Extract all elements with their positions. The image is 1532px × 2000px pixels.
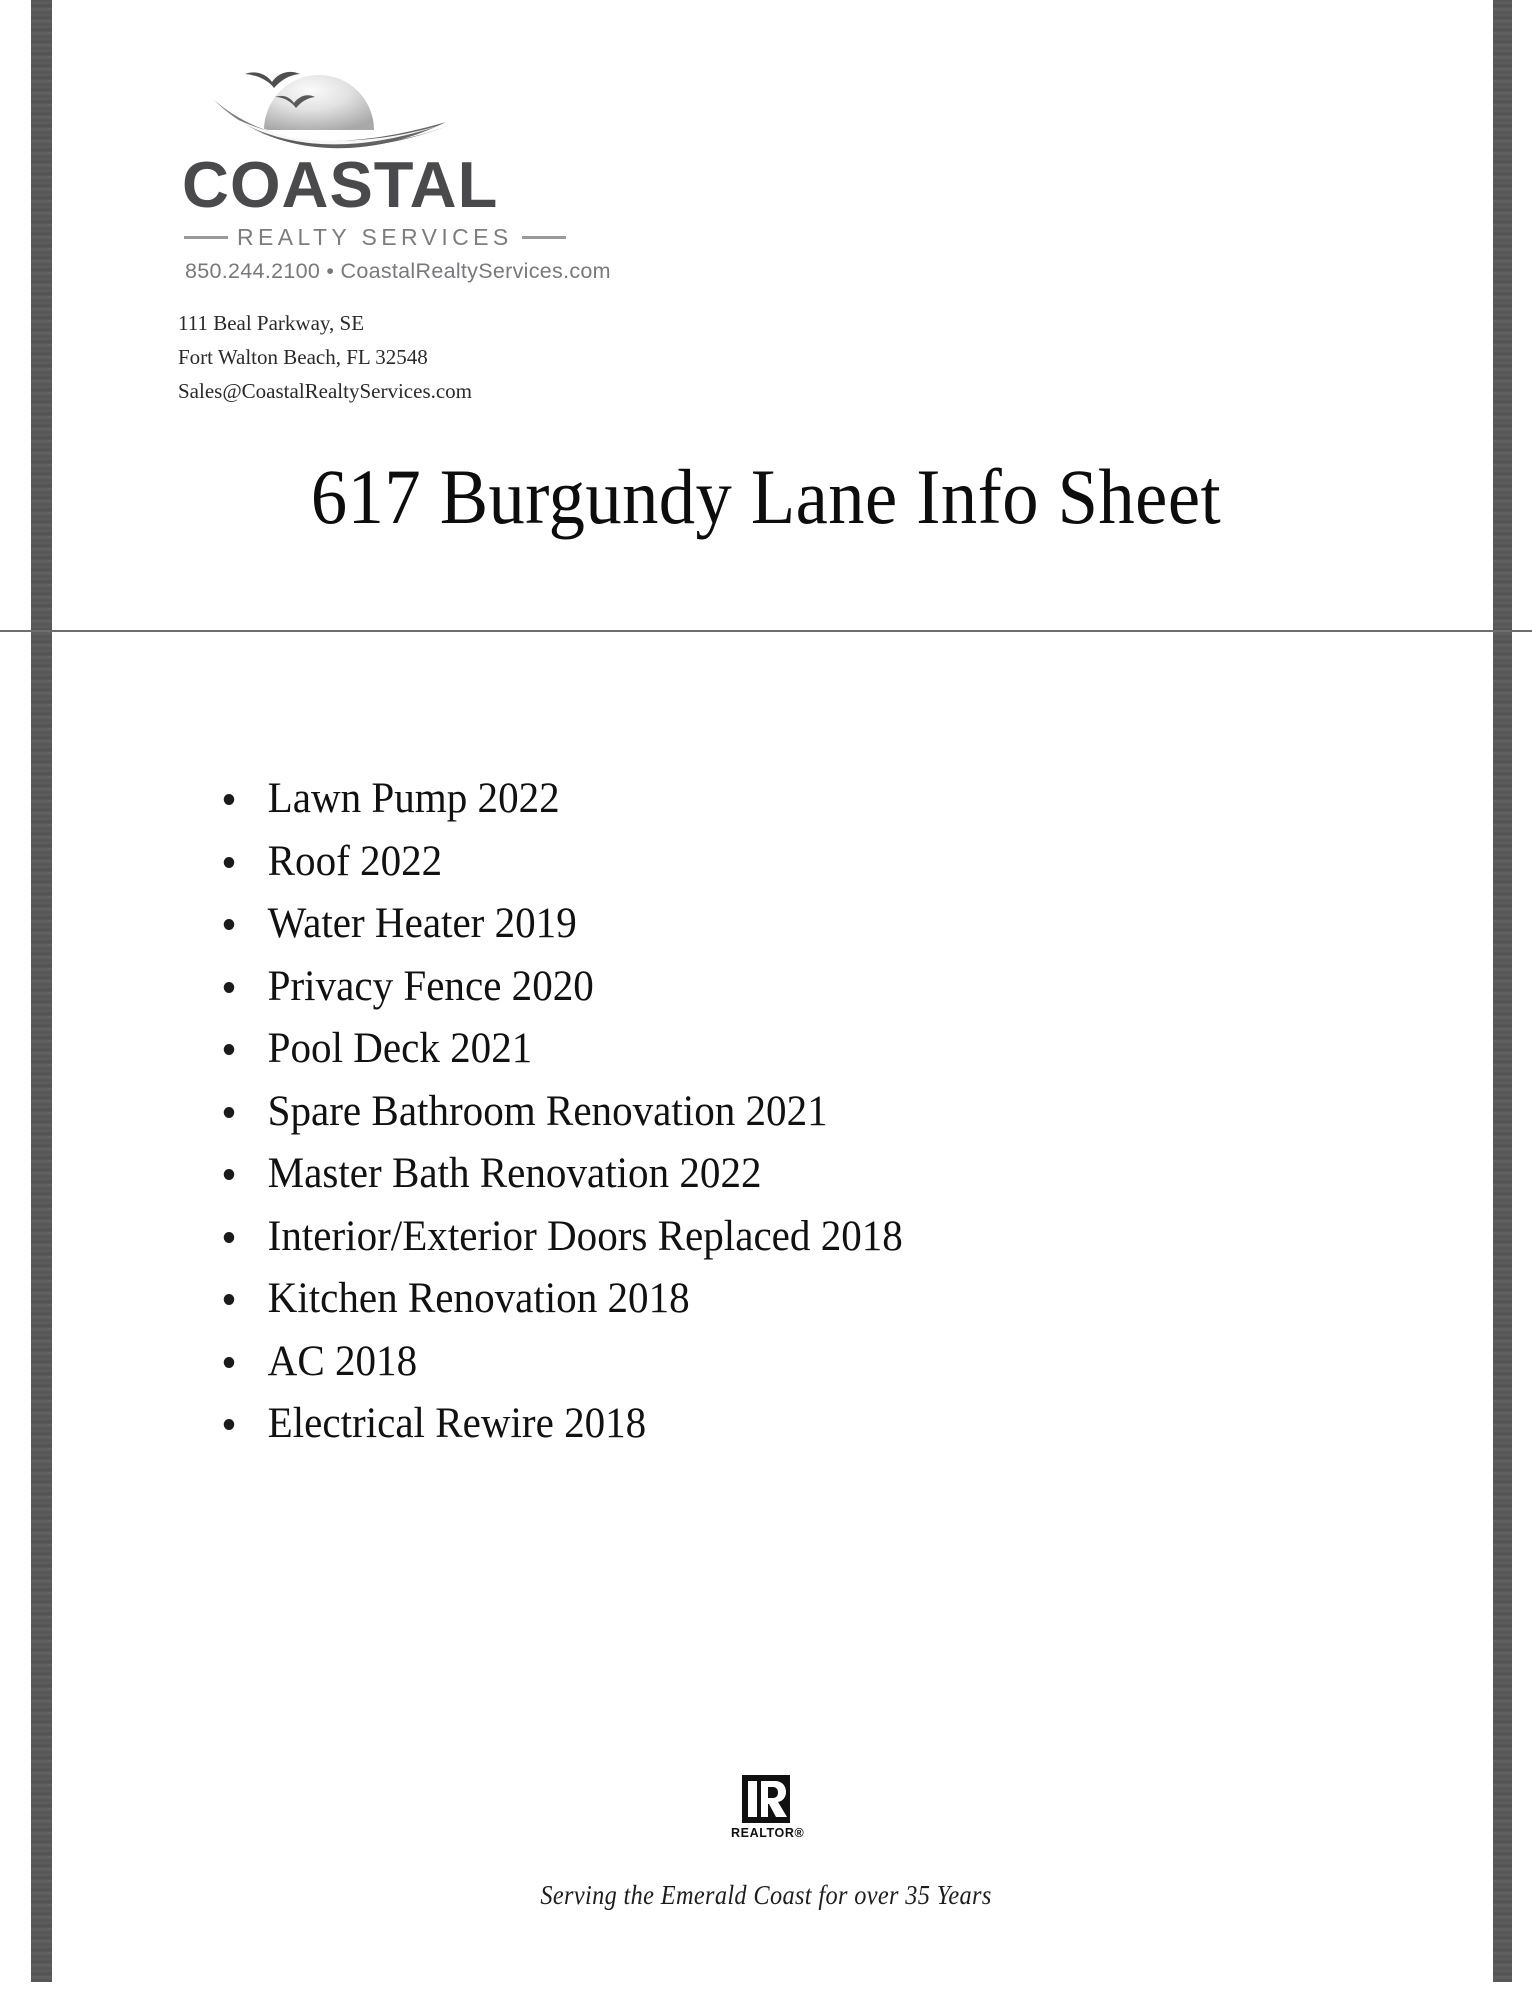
realtor-r-logo-icon xyxy=(742,1775,790,1823)
feature-list-item xyxy=(218,768,1269,831)
feature-list-item-label: Master Bath Renovation 2022 xyxy=(267,1150,762,1197)
contact-line: 850.244.2100 • CoastalRealtyServices.com xyxy=(185,259,611,283)
brand-wordmark: COASTAL xyxy=(182,148,499,221)
feature-list-item-label: AC 2018 xyxy=(267,1337,418,1385)
feature-list-item-label: Lawn Pump 2022 xyxy=(267,775,560,822)
bullet-icon xyxy=(224,1232,235,1243)
address-city-state-zip: Fort Walton Beach, FL 32548 xyxy=(178,345,428,370)
bullet-icon xyxy=(224,982,235,993)
feature-list-item xyxy=(218,831,1269,894)
bullet-icon xyxy=(224,1169,235,1180)
address-email: Sales@CoastalRealtyServices.com xyxy=(178,379,473,404)
feature-list-item-label: Interior/Exterior Doors Replaced 2018 xyxy=(267,1212,903,1260)
letterhead xyxy=(176,44,696,408)
feature-list-item xyxy=(218,1268,1269,1331)
subtitle-rule-left xyxy=(184,236,228,239)
scan-artifact-right-band xyxy=(1493,0,1512,1982)
feature-list-item xyxy=(218,1206,1269,1269)
feature-list-item xyxy=(218,1143,1269,1206)
bullet-icon xyxy=(224,919,235,930)
footer-tagline: Serving the Emerald Coast for over 35 Years xyxy=(540,1880,992,1910)
feature-list-item xyxy=(218,956,1269,1019)
page-title: 617 Burgundy Lane Info Sheet xyxy=(310,453,1222,540)
feature-list-item xyxy=(218,1018,1269,1081)
feature-list-item-label: Spare Bathroom Renovation 2021 xyxy=(267,1087,828,1135)
feature-list xyxy=(218,768,1318,1456)
feature-list-item xyxy=(218,893,1269,956)
bullet-icon xyxy=(224,1044,235,1055)
feature-list-item-label: Kitchen Renovation 2018 xyxy=(267,1275,690,1322)
bullet-icon xyxy=(224,1357,235,1368)
bullet-icon xyxy=(224,1419,235,1430)
address-block xyxy=(178,306,696,408)
feature-list-item-label: Pool Deck 2021 xyxy=(267,1025,533,1072)
coastal-sun-seagulls-wave-logo xyxy=(182,44,452,156)
feature-list-item xyxy=(218,1081,1269,1144)
realtor-logo xyxy=(731,1775,805,1840)
bullet-icon xyxy=(224,857,235,868)
feature-list-item-label: Privacy Fence 2020 xyxy=(267,962,594,1010)
feature-list-item-label: Water Heater 2019 xyxy=(267,900,577,947)
feature-list-item-label: Roof 2022 xyxy=(267,837,443,885)
bullet-icon xyxy=(224,794,235,805)
feature-list-item xyxy=(218,1331,1269,1394)
realtor-label: REALTOR® xyxy=(731,1826,805,1840)
address-street: 111 Beal Parkway, SE xyxy=(178,311,365,335)
scan-artifact-horizontal-line xyxy=(0,630,1532,632)
bullet-icon xyxy=(224,1294,235,1305)
scan-artifact-left-band xyxy=(31,0,52,1982)
bullet-icon xyxy=(224,1107,235,1118)
brand-subtitle xyxy=(184,224,696,251)
subtitle-rule-right xyxy=(522,236,566,239)
feature-list-item xyxy=(218,1393,1269,1456)
feature-list-item-label: Electrical Rewire 2018 xyxy=(267,1400,647,1447)
brand-subtitle-text: REALTY SERVICES xyxy=(237,224,513,250)
